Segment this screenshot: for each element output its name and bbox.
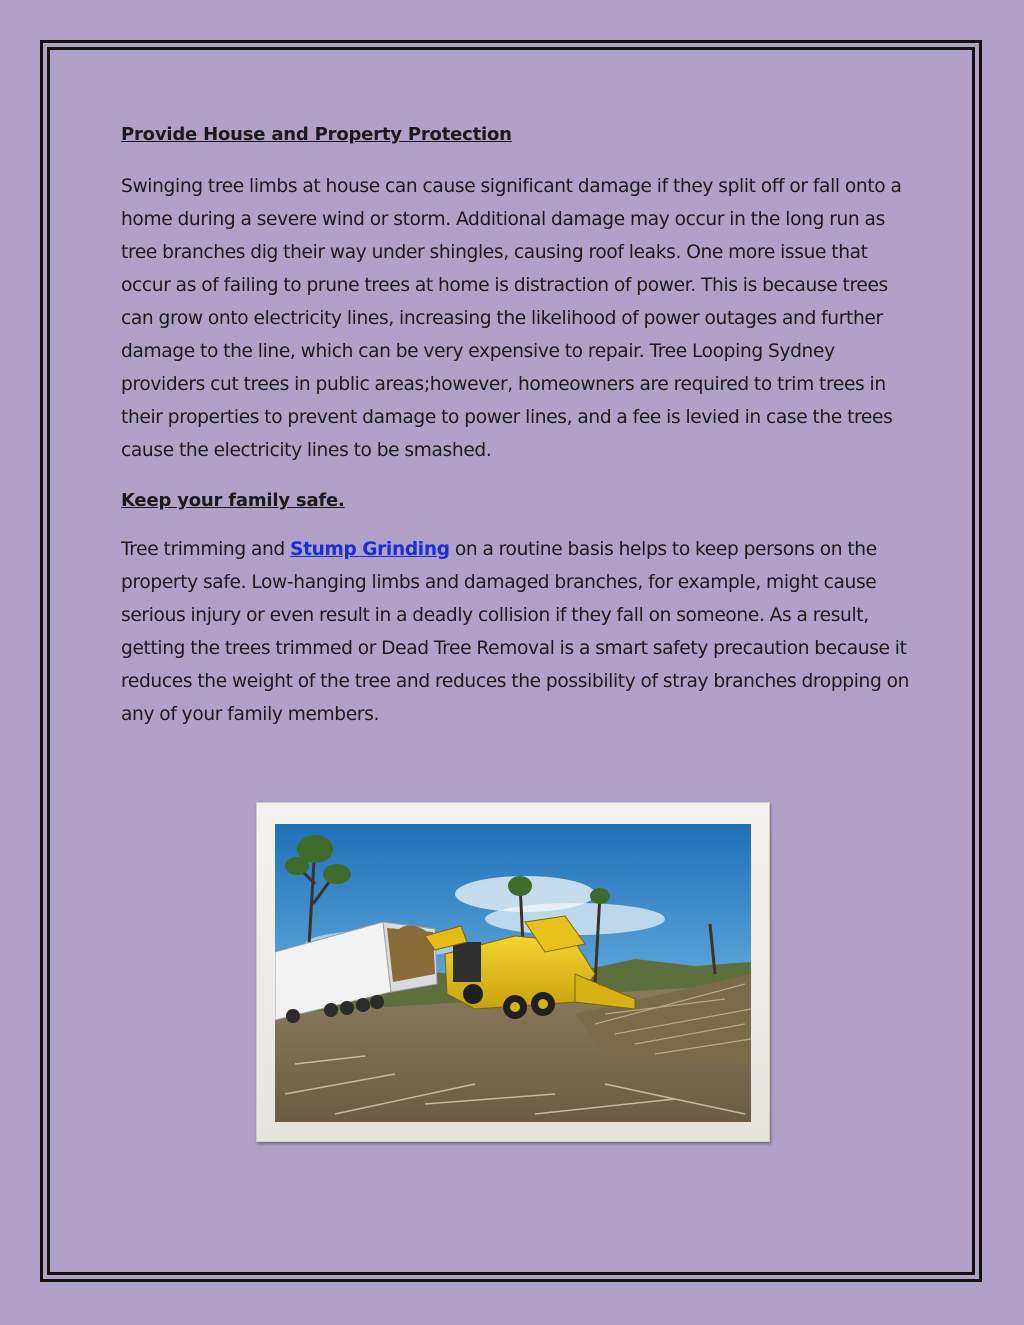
- document-content: [121, 118, 911, 731]
- wood-chipper-photo: [275, 824, 751, 1122]
- stump-grinding-link[interactable]: Stump Grinding: [290, 539, 450, 560]
- paragraph-text-start: Tree trimming and: [121, 539, 291, 560]
- heading-family-safe: Keep your family safe.: [121, 490, 345, 511]
- heading-house-protection: Provide House and Property Protection: [121, 124, 512, 145]
- paragraph-house-protection: Swinging tree limbs at house can cause significant damage if they split off or fall onto a home during a severe wind or storm. Additional damage may occur in the long run as tree branches dig their way under shingles, causing roof leaks. One more issue that occur as of failing to prune trees at home is distraction of power. This is because trees can grow onto electricity lines, increasing the likelihood of power outages and further damage to the line, which can be very expensive to repair. Tree Looping Sydney providers cut trees in public areas;however, homeowners are required to trim trees in their properties to prevent damage to power lines, and a fee is levied in case the trees cause the electricity lines to be smashed.: [121, 176, 902, 461]
- paragraph-text-end: on a routine basis helps to keep persons on the property safe. Low-hanging limbs and damaged branches, for example, might cause serious injury or even result in a deadly collision if they fall on someone. As a result, getting the trees trimmed or Dead Tree Removal is a smart safety precaution because it reduces the weight of the tree and reduces the possibility of stray branches dropping on any of your family members.: [121, 539, 910, 725]
- paragraph-family-safe: [121, 533, 911, 731]
- photo-frame: [256, 802, 770, 1142]
